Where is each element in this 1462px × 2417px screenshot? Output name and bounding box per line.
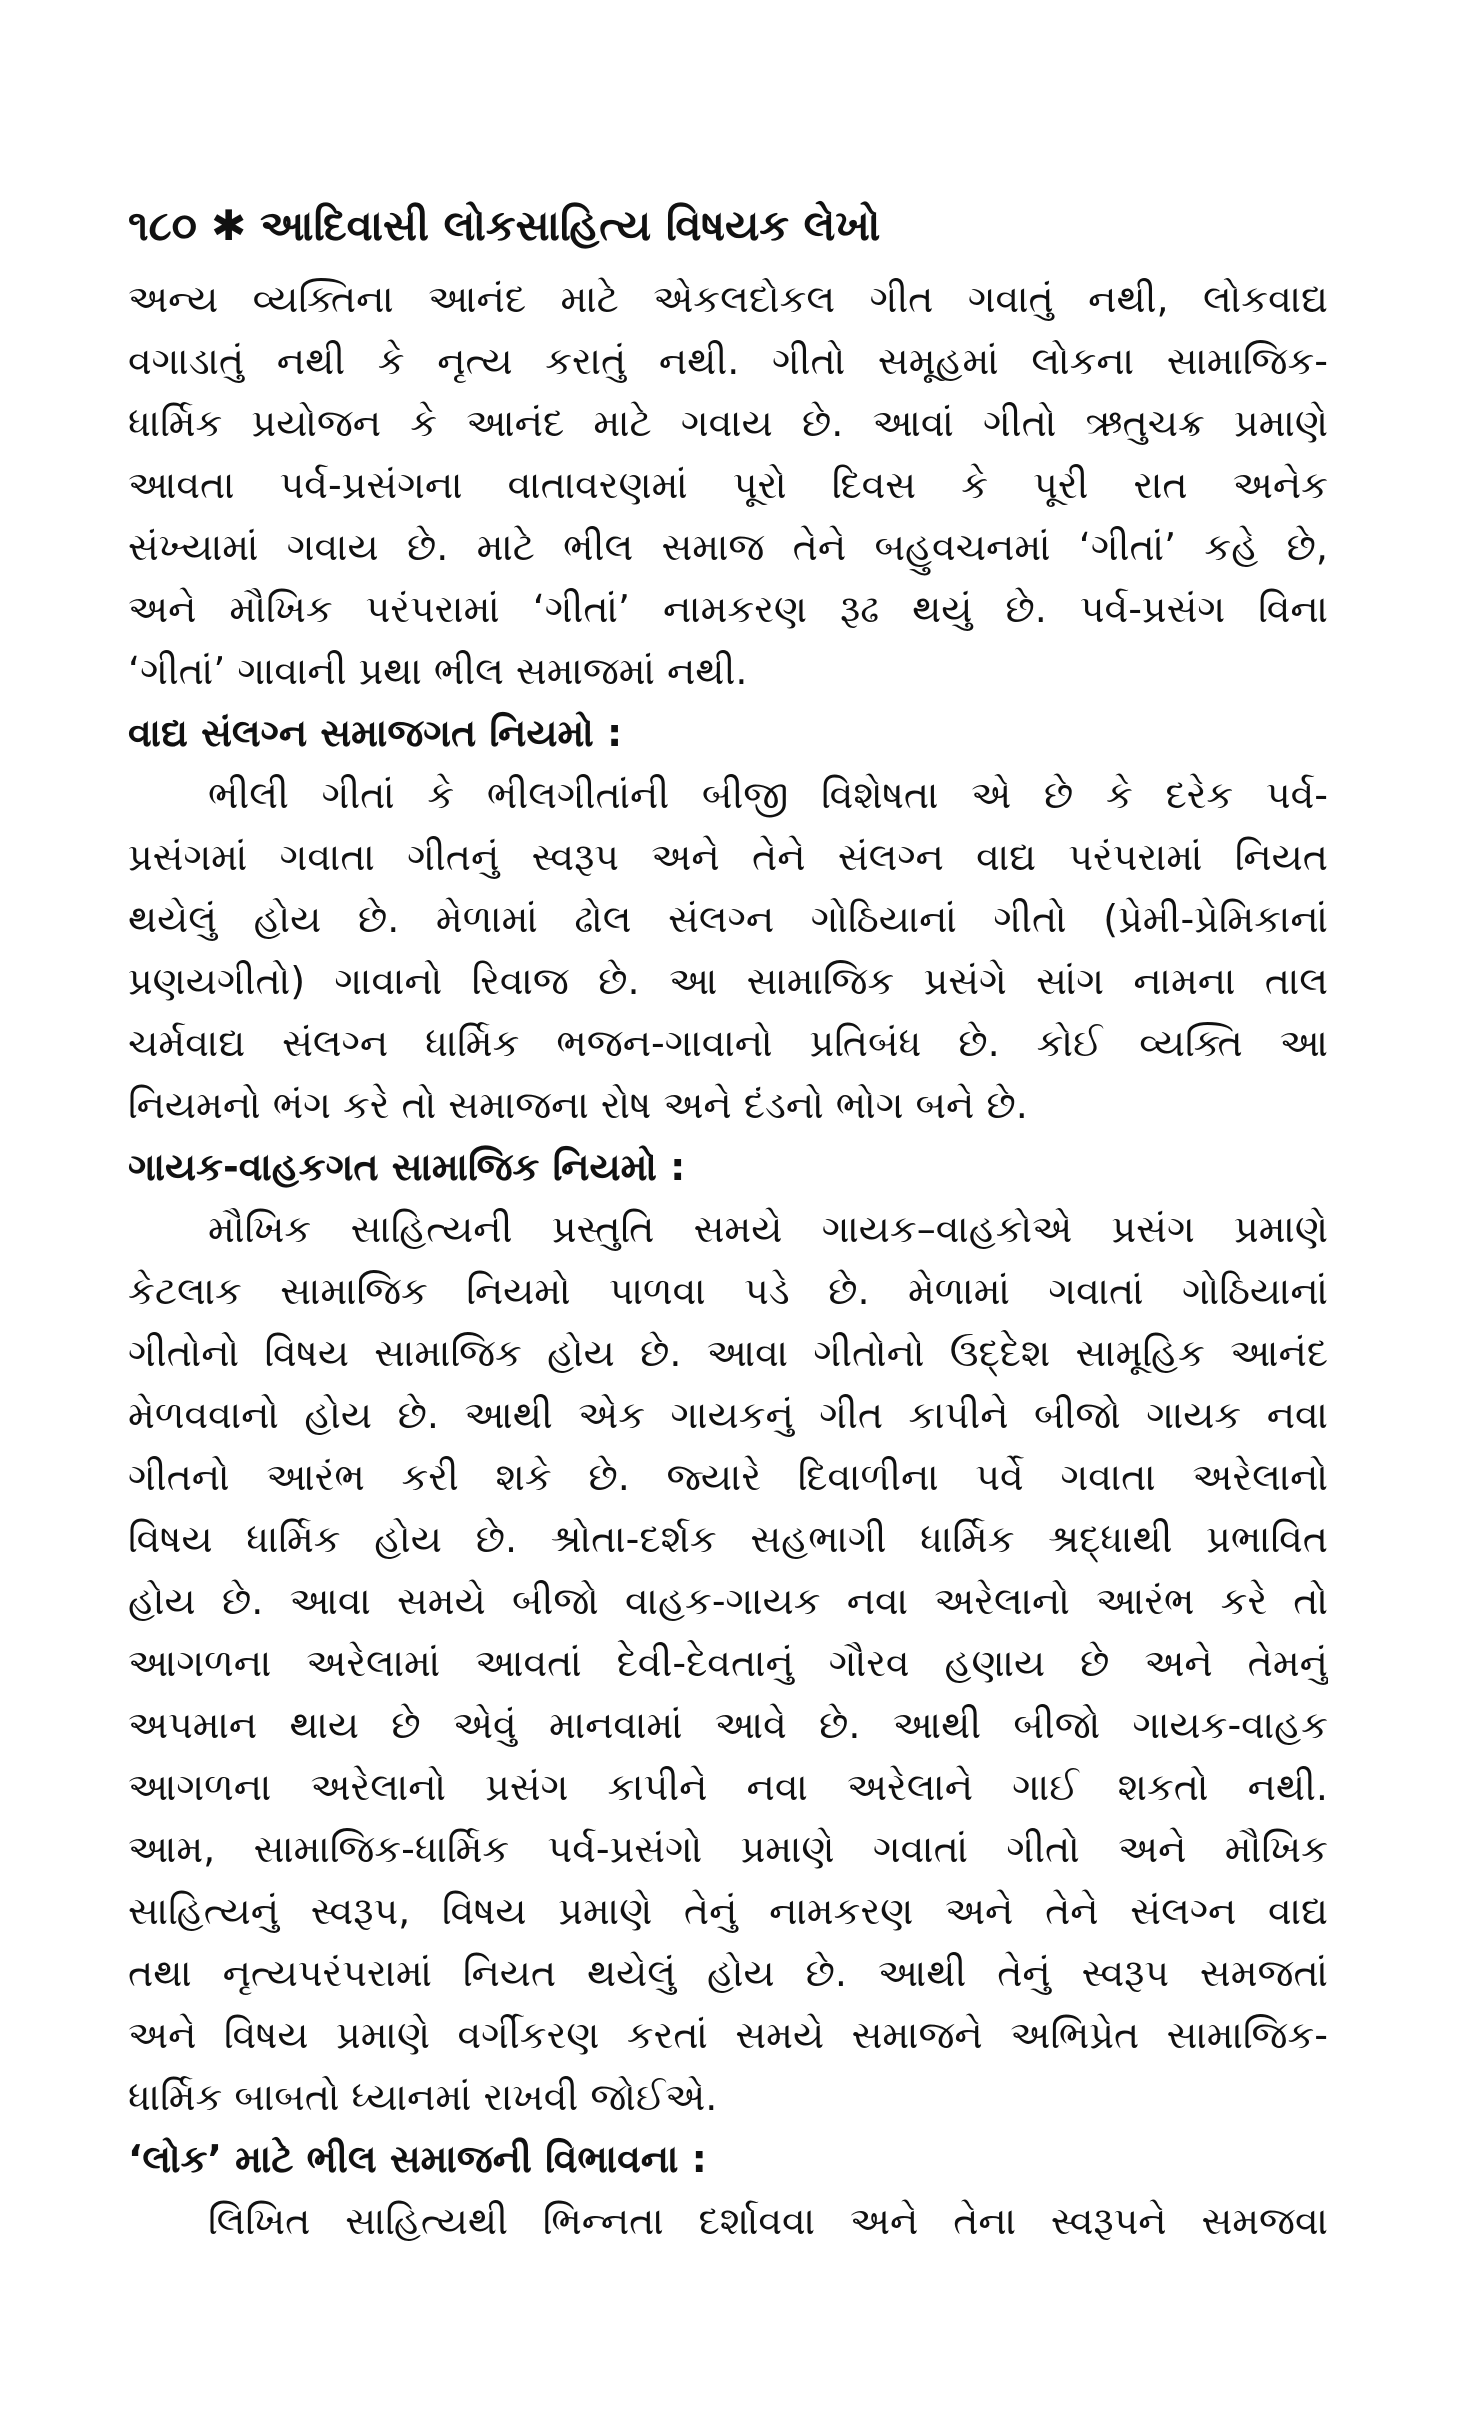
text-line: અન્ય વ્યક્તિના આનંદ માટે એકલદોકલ ગીત ગવાતું નથી, લોકવાદ્ય [128, 277, 1328, 321]
section-heading: વાદ્ય સંલગ્ન સમાજગત નિયમો : [128, 711, 623, 755]
text-line: આગળના અરેલાનો પ્રસંગ કાપીને નવા અરેલાને ગાઈ શકતો નથી. [128, 1765, 1328, 1809]
text-line: કેટલાક સામાજિક નિયમો પાળવા પડે છે. મેળામાં ગવાતાં ગોઠિયાનાં [128, 1269, 1328, 1313]
text-line: વગાડાતું નથી કે નૃત્ય કરાતું નથી. ગીતો સમૂહમાં લોકના સામાજિક- [128, 339, 1328, 383]
section-heading: ‘લોક’ માટે ભીલ સમાજની વિભાવના : [128, 2137, 707, 2181]
text-line: આગળના અરેલામાં આવતાં દેવી-દેવતાનું ગૌરવ હણાય છે અને તેમનું [128, 1641, 1328, 1685]
text-line: પ્રણયગીતો) ગાવાનો રિવાજ છે. આ સામાજિક પ્રસંગે સાંગ નામના તાલ [128, 959, 1328, 1003]
text-line: ‘ગીતાં’ ગાવાની પ્રથા ભીલ સમાજમાં નથી. [128, 649, 748, 693]
text-line: વિષય ધાર્મિક હોય છે. શ્રોતા-દર્શક સહભાગી ધાર્મિક શ્રદ્ધાથી પ્રભાવિત [128, 1517, 1328, 1561]
text-line: ચર્મવાદ્ય સંલગ્ન ધાર્મિક ભજન-ગાવાનો પ્રતિબંધ છે. કોઈ વ્યક્તિ આ [128, 1021, 1328, 1065]
text-line: હોય છે. આવા સમયે બીજો વાહક-ગાયક નવા અરેલાનો આરંભ કરે તો [128, 1579, 1328, 1623]
text-line: અપમાન થાય છે એવું માનવામાં આવે છે. આથી બીજો ગાયક-વાહક [128, 1703, 1328, 1747]
page-number: ૧૮૦ [128, 201, 197, 250]
text-line: ધાર્મિક પ્રયોજન કે આનંદ માટે ગવાય છે. આવાં ગીતો ઋતુચક્ર પ્રમાણે [128, 401, 1328, 445]
text-line: નિયમનો ભંગ કરે તો સમાજના રોષ અને દંડનો ભોગ બને છે. [128, 1083, 1028, 1127]
text-line: થયેલું હોય છે. મેળામાં ઢોલ સંલગ્ન ગોઠિયાનાં ગીતો (પ્રેમી-પ્રેમિકાનાં [128, 897, 1328, 941]
text-line: મૌખિક સાહિત્યની પ્રસ્તુતિ સમયે ગાયક–વાહકોએ પ્રસંગ પ્રમાણે [208, 1207, 1328, 1251]
text-line: ગીતનો આરંભ કરી શકે છે. જ્યારે દિવાળીના પર્વે ગવાતા અરેલાનો [128, 1455, 1328, 1499]
text-line: પ્રસંગમાં ગવાતા ગીતનું સ્વરૂપ અને તેને સંલગ્ન વાદ્ય પરંપરામાં નિયત [128, 835, 1328, 879]
text-line: અને મૌખિક પરંપરામાં ‘ગીતાં’ નામકરણ રૂઢ થયું છે. પર્વ-પ્રસંગ વિના [128, 587, 1328, 631]
text-line: આમ, સામાજિક-ધાર્મિક પર્વ-પ્રસંગો પ્રમાણે ગવાતાં ગીતો અને મૌખિક [128, 1827, 1328, 1871]
text-line: લિખિત સાહિત્યથી ભિન્નતા દર્શાવવા અને તેના સ્વરૂપને સમજવા [208, 2199, 1328, 2243]
text-line: સંખ્યામાં ગવાય છે. માટે ભીલ સમાજ તેને બહુવચનમાં ‘ગીતાં’ કહે છે, [128, 525, 1328, 569]
section-heading: ગાયક-વાહકગત સામાજિક નિયમો : [128, 1145, 686, 1189]
text-line: અને વિષય પ્રમાણે વર્ગીકરણ કરતાં સમયે સમાજને અભિપ્રેત સામાજિક- [128, 2013, 1328, 2057]
text-line: ધાર્મિક બાબતો ધ્યાનમાં રાખવી જોઈએ. [128, 2075, 718, 2119]
text-line: ભીલી ગીતાં કે ભીલગીતાંની બીજી વિશેષતા એ છે કે દરેક પર્વ- [208, 773, 1328, 817]
text-line: ગીતોનો વિષય સામાજિક હોય છે. આવા ગીતોનો ઉદ્દેશ સામૂહિક આનંદ [128, 1331, 1328, 1375]
text-line: તથા નૃત્યપરંપરામાં નિયત થયેલું હોય છે. આથી તેનું સ્વરૂપ સમજતાં [128, 1951, 1328, 1995]
running-header [128, 196, 1328, 256]
text-line: સાહિત્યનું સ્વરૂપ, વિષય પ્રમાણે તેનું નામકરણ અને તેને સંલગ્ન વાદ્ય [128, 1889, 1328, 1933]
body-text [128, 268, 1328, 2252]
asterisk-separator: ✱ [210, 201, 247, 250]
book-title: આદિવાસી લોકસાહિત્ય વિષયક લેખો [260, 201, 881, 250]
text-line: આવતા પર્વ-પ્રસંગના વાતાવરણમાં પૂરો દિવસ કે પૂરી રાત અનેક [128, 463, 1328, 507]
text-line: મેળવવાનો હોય છે. આથી એક ગાયકનું ગીત કાપીને બીજો ગાયક નવા [128, 1393, 1328, 1437]
